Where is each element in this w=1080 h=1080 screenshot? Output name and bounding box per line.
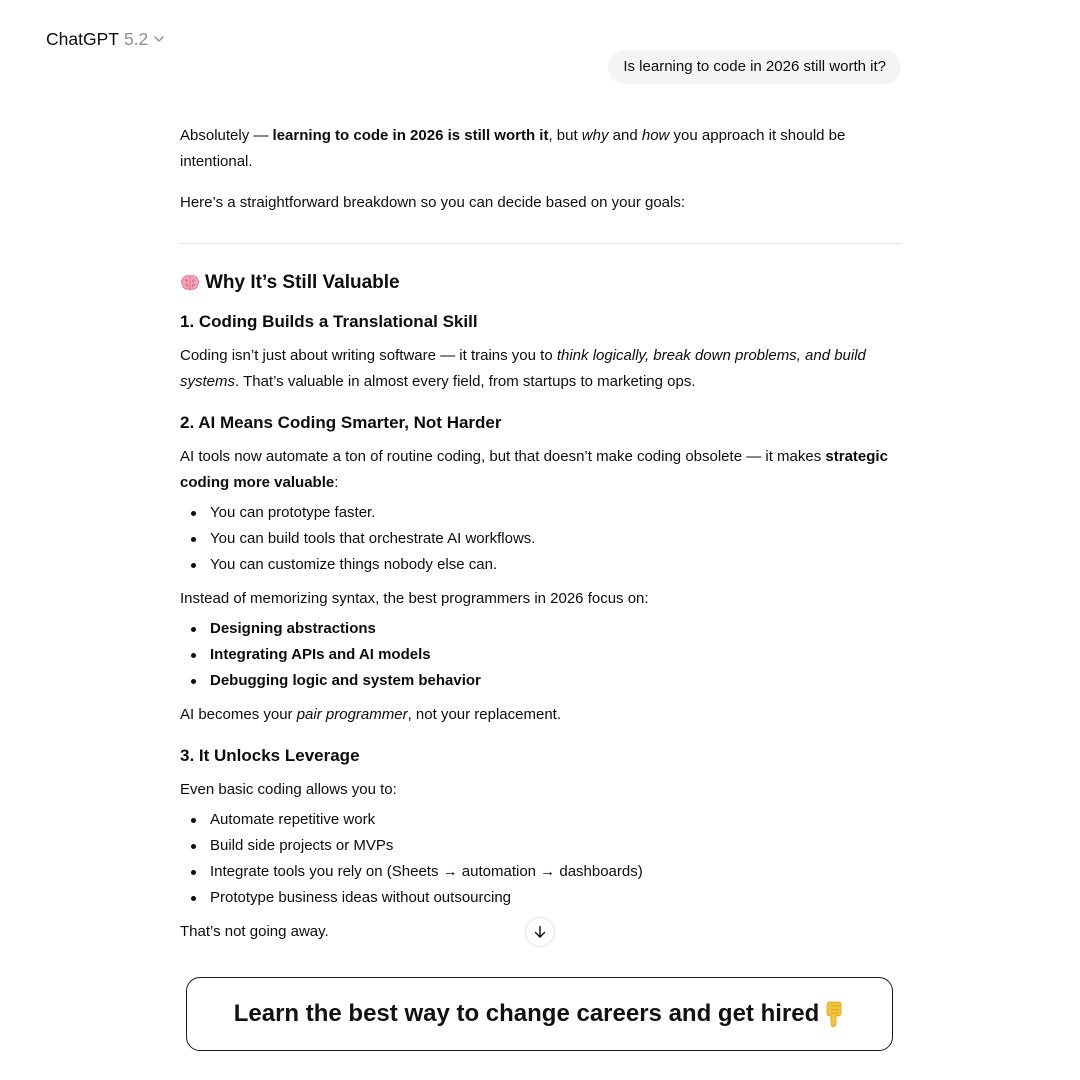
text: AI becomes your (180, 706, 297, 723)
list-item: You can customize things nobody else can. (180, 552, 902, 578)
intro-paragraph (180, 123, 902, 175)
point2-bullet-list (180, 500, 902, 578)
point1-paragraph (180, 343, 902, 395)
point2-paragraph (180, 444, 902, 496)
cta-label: Learn the best way to change careers and get hired (233, 1000, 820, 1027)
list-item: You can prototype faster. (180, 500, 902, 526)
italic-text: how (641, 127, 670, 144)
assistant-response (180, 123, 902, 945)
model-name: ChatGPT (46, 28, 119, 49)
model-switcher[interactable] (46, 27, 165, 51)
model-version: 5.2 (123, 28, 149, 49)
list-item: Automate repetitive work (180, 807, 902, 833)
text: . That’s valuable in almost every field, from startups to marketing ops. (235, 373, 696, 390)
bold-text: strategic coding more valuable (180, 448, 888, 491)
lead-paragraph: Here’s a straightforward breakdown so you can decide based on your goals: (180, 194, 686, 211)
career-cta-banner[interactable] (186, 977, 893, 1051)
user-message-bubble: Is learning to code in 2026 still worth it? (608, 50, 901, 84)
bold-text: learning to code in 2026 is still worth it (272, 127, 549, 144)
list-item: Integrating APIs and AI models (180, 642, 902, 668)
pointing-down-icon (823, 1001, 845, 1027)
text: Absolutely — (180, 127, 273, 144)
text: AI tools now automate a ton of routine coding, but that doesn’t make coding obsolete — it makes (180, 448, 826, 465)
point3-closing: That’s not going away. (180, 923, 329, 940)
focus-bullet-list (180, 616, 902, 694)
list-item: You can build tools that orchestrate AI workflows. (180, 526, 902, 552)
italic-text: why (581, 127, 609, 144)
divider (180, 243, 902, 244)
point2-closing (180, 702, 902, 728)
italic-text: pair programmer (296, 706, 408, 723)
text: you approach it should be intentional. (180, 127, 846, 170)
list-item: Integrate tools you rely on (Sheets → automation → dashboards) (180, 859, 902, 885)
section-heading (180, 269, 902, 297)
text: and (608, 127, 642, 144)
text: , not your replacement. (407, 706, 562, 723)
list-item: Debugging logic and system behavior (180, 668, 902, 694)
point2-heading: 2. AI Means Coding Smarter, Not Harder (180, 413, 502, 432)
scroll-to-bottom-button[interactable] (525, 917, 555, 947)
arrow-down-icon (533, 925, 547, 939)
text: , but (548, 127, 582, 144)
section-title: Why It’s Still Valuable (205, 272, 400, 293)
point1-heading: 1. Coding Builds a Translational Skill (180, 312, 478, 331)
point3-heading: 3. It Unlocks Leverage (180, 746, 360, 765)
list-item: Designing abstractions (180, 616, 902, 642)
list-item: Build side projects or MVPs (180, 833, 902, 859)
point3-bullet-list (180, 807, 902, 911)
text: : (334, 474, 339, 491)
chevron-down-icon (153, 33, 165, 45)
brain-icon (180, 274, 200, 292)
italic-text: think logically, break down problems, and build systems (180, 347, 866, 390)
text: Coding isn’t just about writing software — it trains you to (180, 347, 557, 364)
point3-intro: Even basic coding allows you to: (180, 781, 397, 798)
list-item: Prototype business ideas without outsourcing (180, 885, 902, 911)
focus-intro: Instead of memorizing syntax, the best programmers in 2026 focus on: (180, 590, 649, 607)
